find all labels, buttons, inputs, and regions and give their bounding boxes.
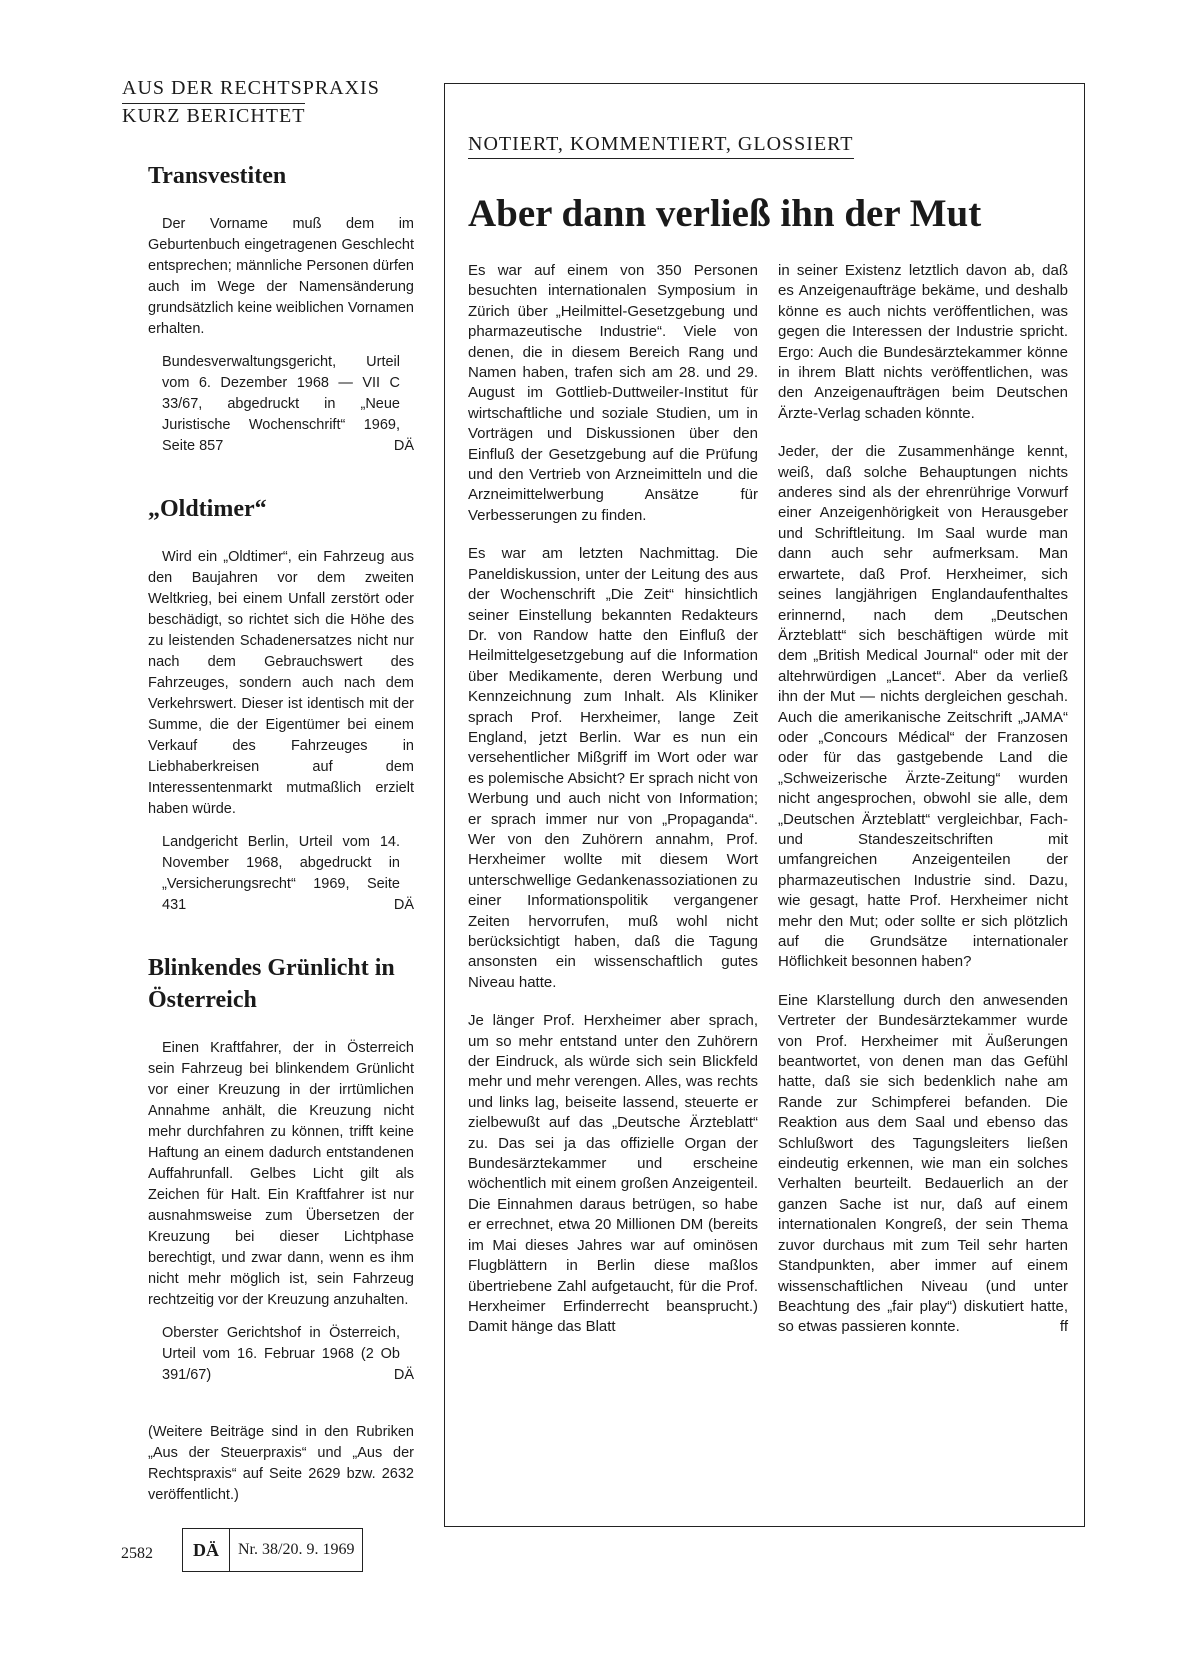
article-column-2	[778, 261, 1068, 1356]
section-header	[122, 76, 422, 128]
article-paragraph-last	[778, 991, 1068, 1338]
case-title: Blinkendes Grünlicht in Österreich	[148, 955, 395, 1013]
cross-reference-note: (Weitere Beiträge sind in den Rubriken „Aus der Steuerpraxis“ und „Aus der Rechtspraxis“ auf Seite 2629 bzw. 2632 veröffentlicht.)	[148, 1424, 414, 1503]
case-source-text: Oberster Gerichtshof in Österreich, Urteil vom 16. Februar 1968 (2 Ob 391/67)	[162, 1325, 400, 1383]
article-kicker: NOTIERT, KOMMENTIERT, GLOSSIERT	[468, 133, 854, 159]
case-oldtimer	[148, 493, 414, 916]
case-transvestiten	[148, 160, 414, 457]
case-source	[162, 832, 414, 916]
case-source	[162, 352, 414, 457]
case-text: Einen Kraftfahrer, der in Österreich sein Fahrzeug bei blinkendem Grünlicht vor einer Kreuzung in der irrtümlichen Annahme anhält, die Kreuzung nicht mehr durchfahren zu können, trifft keine Haftung an einem dadurch entstandenen Auffahrunfall. Gelbes Licht gilt als Zeichen für Halt. Ein Kraftfahrer ist nur ausnahmsweise zum Übersetzen der Kreuzung bei dieser Lichtphase berechtigt, und zwar dann, wenn es ihm nicht mehr möglich ist, sein Fahrzeug rechtzeitig vor der Kreuzung anzuhalten.	[148, 1040, 414, 1308]
article-paragraph: Jeder, der die Zusammenhänge kennt, weiß, daß solche Behauptungen nichts anderes sind als der ehrenrührige Vorwurf einer Anzeigenhörigkeit von Herausgeber und Schriftleitung. Im Saal wurde man dann auch sehr aufmerksam. Man erwartete, daß Prof. Herxheimer, sich seines langjährigen Englandaufenthaltes erinnernd, nach dem „Deutschen Ärzteblatt“ sich beschäftigen würde mit dem „British Medical Journal“ oder mit der altehrwürdigen „Lancet“. Aber da verließ ihn der Mut — nichts dergleichen geschah. Auch die amerikanische Zeitschrift „JAMA“ oder „Concours Médical“ der Franzosen oder für das gastgebende Land die „Schweizerische Ärzte-Zeitung“ wurden nicht angesprochen, obwohl sie alle, dem „Deutschen Ärzteblatt“ vergleichbar, Fach- und Standeszeitschriften mit umfangreichen Anzeigenteilen der pharmazeutischen Industrie sind. Dazu, wie gesagt, hatte Prof. Herxheimer nicht mehr den Mut; oder sollte er sich plötzlich auf die Grundsätze internationaler Höflichkeit besonnen haben?	[778, 443, 1068, 971]
journal-logo: DÄ	[183, 1529, 230, 1571]
article-headline: Aber dann verließ ihn der Mut	[468, 192, 982, 235]
legal-cases-column	[148, 160, 414, 1506]
article-signature: ff	[1059, 1318, 1068, 1336]
article-paragraph-text: Eine Klarstellung durch den anwesenden Vertreter der Bundesärztekammer wurde von Prof. Herxheimer mit Äußerungen beantwortet, von denen man das Gefühl hatte, daß sie sich bedenklich nahe am Rande zur Schimpferei befanden. Die Reaktion aus dem Saal und ebenso das Schlußwort des Tagungsleiters ließen eindeutig erkennen, wie man ein solches Verhalten beurteilt. Bedauerlich an der ganzen Sache ist nur, daß auf einem internationalen Kongreß, der sein Thema zuvor durchaus mit zum Teil sehr harten Standpunkten, aber immer auf einem wissenschaftlichen Niveau (und unter Beachtung des „fair play“) diskutiert hatte, so etwas passieren konnte.	[778, 991, 1068, 1336]
article-paragraph: Je länger Prof. Herxheimer aber sprach, um so mehr entstand unter den Zuhörern der Eindruck, als würde sich sein Blickfeld mehr und mehr verengen. Alles, was rechts und links lag, beiseite lassend, steuerte er zielbewußt auf das „Deutsche Ärzteblatt“ zu. Das sei ja das offizielle Organ der Bundesärztekammer und erscheine wöchentlich mit einem großen Anzeigenteil. Die Einnahmen daraus betrügen, so habe er errechnet, etwa 20 Millionen DM (bereits im Mai dieses Jahres war auf ominösen Flugblättern in Berlin diese maßlos übertriebene Zahl aufgetaucht, für die Prof. Herxheimer Erfinderrecht beansprucht.) Damit hänge das Blatt	[468, 1012, 758, 1336]
case-text: Der Vorname muß dem im Geburtenbuch eingetragenen Geschlecht entsprechen; männliche Personen dürfen auch im Wege der Namensänderung grundsätzlich keine weiblichen Vornamen erhalten.	[148, 216, 414, 337]
article-paragraph: in seiner Existenz letztlich davon ab, daß es Anzeigenaufträge bekäme, und deshalb könne es auch nichts veröffentlichen, was gegen die Interessen der Industrie spricht. Ergo: Auch die Bundesärztekammer könne in ihrem Blatt nichts veröffentlichen, was den Anzeigenaufträgen beim Deutschen Ärzte-Verlag schaden könnte.	[778, 262, 1068, 422]
article-column-1	[468, 261, 758, 1356]
case-signature: DÄ	[393, 897, 414, 913]
case-gruenlicht	[148, 952, 414, 1386]
case-signature: DÄ	[393, 438, 414, 454]
case-signature: DÄ	[393, 1367, 414, 1383]
article-paragraph: Es war auf einem von 350 Personen besuchten internationalen Symposium in Zürich über „Heilmittel-Gesetzgebung und pharmazeutische Industrie“. Viele von denen, die in diesem Bereich Rang und Namen haben, trafen sich am 28. und 29. August im Gottlieb-Duttweiler-Institut für wirtschaftliche und soziale Studien, um in Vorträgen und Diskussionen über den Einfluß der Gesetzgebung auf die Prüfung und den Vertrieb von Arzneimitteln und die Arzneimittelwerbung Ansätze für Verbesserungen zu finden.	[468, 262, 758, 524]
section-header-line1: AUS DER RECHTSPRAXIS	[122, 77, 380, 99]
article-paragraph: Es war am letzten Nachmittag. Die Paneldiskussion, unter der Leitung des aus der Wochenschrift „Die Zeit“ hinsichtlich seiner Einstellung bekannten Redakteurs Dr. von Randow hatte den Einfluß der Heilmittelgesetzgebung auf die Information über Medikamente, deren Werbung und Kennzeichnung zum Inhalt. Als Kliniker sprach Prof. Herxheimer, lange Zeit England, jetzt Berlin. War es nun ein versehentlicher Mißgriff im Wort oder war es polemische Absicht? Er sprach nicht von Werbung und auch nicht von Information; er sprach immer nur von „Propaganda“. Wer von den Zuhörern annahm, Prof. Herxheimer wollte mit diesem Wort unterschwellige Gedankenassoziationen zu einer Informationspolitik vergangener Zeiten hervorrufen, muß wohl nicht berücksichtigt haben, daß die Tagung ansonsten ein wissenschaftlich gutes Niveau hatte.	[468, 545, 758, 991]
case-title: „Oldtimer“	[148, 496, 267, 522]
case-title: Transvestiten	[148, 163, 287, 189]
section-header-line2: KURZ BERICHTET	[122, 105, 306, 127]
issue-info: Nr. 38/20. 9. 1969	[238, 1541, 355, 1558]
page-number: 2582	[121, 1545, 153, 1562]
journal-footer	[182, 1528, 363, 1572]
case-source	[162, 1323, 414, 1386]
case-source-text: Bundesverwaltungsgericht, Urteil vom 6. Dezember 1968 — VII C 33/67, abgedruckt in „Neue Juristische Wochenschrift“ 1969, Seite 857	[162, 354, 400, 454]
case-text: Wird ein „Oldtimer“, ein Fahrzeug aus den Baujahren vor dem zweiten Weltkrieg, bei einem Unfall zerstört oder beschädigt, so richtet sich die Höhe des zu leistenden Schadenersatzes nicht nur nach dem Gebrauchswert des Fahrzeuges, sondern auch nach dem Verkehrswert. Dieser ist identisch mit der Summe, die der Eigentümer bei einem Verkauf des Fahrzeuges in Liebhaberkreisen auf dem Interessentenmarkt mutmaßlich erzielt haben würde.	[148, 549, 414, 817]
case-source-text: Landgericht Berlin, Urteil vom 14. November 1968, abgedruckt in „Versicherungsrecht“ 1969, Seite 431	[162, 834, 400, 913]
